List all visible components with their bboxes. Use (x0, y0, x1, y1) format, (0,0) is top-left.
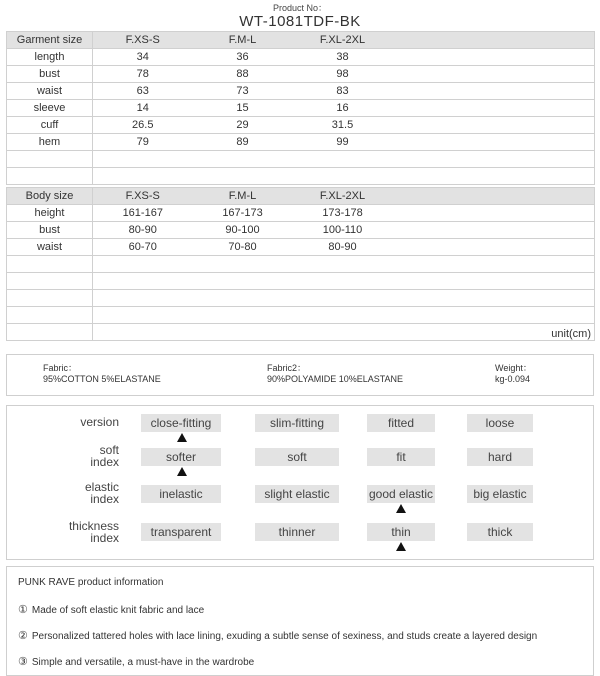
info-item-text: Simple and versatile, a must-have in the wardrobe (31, 657, 255, 668)
fabric-1-value: 95%COTTON 5%ELASTANE (43, 374, 161, 384)
row-label: cuff (7, 117, 93, 134)
body-size-table (6, 187, 595, 341)
weight (495, 363, 532, 385)
cell-value: 31.5 (293, 117, 393, 134)
selected-marker-icon (177, 467, 187, 476)
cell-value: 83 (293, 83, 393, 100)
cell-value: 70-80 (193, 239, 293, 256)
row-label: height (7, 205, 93, 222)
option-slight-elastic: slight elastic (255, 485, 339, 503)
feature-indices (6, 405, 594, 560)
cell-value: 167-173 (193, 205, 293, 222)
option-good-elastic: good elastic (368, 487, 434, 501)
row-label: bust (7, 222, 93, 239)
cell-value: 14 (93, 100, 193, 117)
table-row (7, 239, 595, 256)
option-fitted: fitted (367, 414, 435, 432)
fabric-1 (43, 363, 161, 385)
option-inelastic: inelastic (141, 485, 221, 503)
info-title: PUNK RAVE product information (18, 577, 164, 588)
fabric-2-value: 90%POLYAMIDE 10%ELASTANE (267, 374, 404, 384)
empty-row (7, 307, 595, 324)
cell-value: 90-100 (193, 222, 293, 239)
cell-value: 38 (293, 49, 393, 66)
table-row (7, 222, 595, 239)
cell-value: 15 (193, 100, 293, 117)
table-row (7, 117, 595, 134)
info-item-text: Personalized tattered holes with lace lining, exuding a subtle sense of sexiness, and studs create a layered design (31, 631, 538, 642)
cell-value: 100-110 (293, 222, 393, 239)
option-hard: hard (467, 448, 533, 466)
empty-row (7, 273, 595, 290)
weight-value: kg-0.094 (495, 374, 531, 384)
info-item-text: Made of soft elastic knit fabric and lace (31, 605, 205, 616)
cell-value: 29 (193, 117, 293, 134)
option-thinner: thinner (255, 523, 339, 541)
cell-value: 88 (193, 66, 293, 83)
garment-size-table (6, 31, 595, 185)
product-number-label: Product No： (272, 3, 328, 13)
feature-label-elastic-index: elastic index (84, 480, 119, 506)
cell-value: 161-167 (93, 205, 193, 222)
cell-value: 99 (293, 134, 393, 151)
table-row (7, 134, 595, 151)
header-size-xl-2xl: F.XL-2XL (293, 32, 393, 49)
feature-label-soft-index: soft index (90, 443, 119, 469)
cell-value: 80-90 (93, 222, 193, 239)
info-item-number: ② (18, 630, 28, 642)
cell-value: 173-178 (293, 205, 393, 222)
body-size-header: Body size (7, 188, 93, 205)
table-row (7, 205, 595, 222)
empty-row (7, 151, 595, 168)
empty-row (7, 168, 595, 185)
cell-value: 73 (193, 83, 293, 100)
product-information (6, 566, 594, 676)
option-big-elastic: big elastic (467, 485, 533, 503)
option-soft: soft (255, 448, 339, 466)
header-size-m-l: F.M-L (193, 188, 293, 205)
row-label: hem (7, 134, 93, 151)
garment-size-header-row (7, 32, 595, 49)
cell-value: 79 (93, 134, 193, 151)
option-close-fitting: close-fitting (141, 414, 221, 432)
selected-marker-icon (177, 433, 187, 442)
option-softer: softer (141, 448, 221, 466)
table-row (7, 49, 595, 66)
cell-value: 60-70 (93, 239, 193, 256)
fabric-info (6, 354, 594, 396)
header-size-xs-s: F.XS-S (93, 188, 193, 205)
cell-value: 34 (93, 49, 193, 66)
cell-value: 16 (293, 100, 393, 117)
row-label: waist (7, 83, 93, 100)
feature-label-thickness-index: thickness index (68, 519, 119, 545)
cell-value: 89 (193, 134, 293, 151)
empty-row (7, 290, 595, 307)
unit-label: unit(cm) (393, 324, 595, 341)
selected-marker-icon (396, 504, 406, 513)
option-thin: thin (367, 523, 435, 541)
info-item (18, 629, 537, 642)
row-label: waist (7, 239, 93, 256)
info-item (18, 655, 254, 668)
info-item-number: ① (18, 604, 28, 616)
option-thick: thick (467, 523, 533, 541)
option-fit: fit (367, 448, 435, 466)
cell-value: 63 (93, 83, 193, 100)
garment-size-header: Garment size (7, 32, 93, 49)
fabric-1-label: Fabric： (43, 363, 78, 373)
option-loose: loose (467, 414, 533, 432)
header-size-xs-s: F.XS-S (93, 32, 193, 49)
cell-value: 78 (93, 66, 193, 83)
product-header (0, 0, 600, 30)
weight-label: Weight： (495, 363, 532, 373)
info-item-number: ③ (18, 656, 28, 668)
cell-value: 80-90 (293, 239, 393, 256)
option-slim-fitting: slim-fitting (255, 414, 339, 432)
table-row (7, 100, 595, 117)
body-size-header-row (7, 188, 595, 205)
table-row (7, 83, 595, 100)
cell-value: 98 (293, 66, 393, 83)
empty-row (7, 256, 595, 273)
selected-marker-icon (396, 542, 406, 551)
header-size-xl-2xl: F.XL-2XL (293, 188, 393, 205)
table-row (7, 66, 595, 83)
feature-label-version: version (80, 415, 119, 429)
fabric-2-label: Fabric2： (267, 363, 307, 373)
option-transparent: transparent (141, 523, 221, 541)
header-size-m-l: F.M-L (193, 32, 293, 49)
row-label: bust (7, 66, 93, 83)
cell-value: 36 (193, 49, 293, 66)
cell-value: 26.5 (93, 117, 193, 134)
info-item (18, 603, 204, 616)
fabric-2 (267, 363, 403, 385)
unit-row (7, 324, 595, 341)
row-label: length (7, 49, 93, 66)
product-number: WT-1081TDF-BK (239, 13, 361, 30)
row-label: sleeve (7, 100, 93, 117)
